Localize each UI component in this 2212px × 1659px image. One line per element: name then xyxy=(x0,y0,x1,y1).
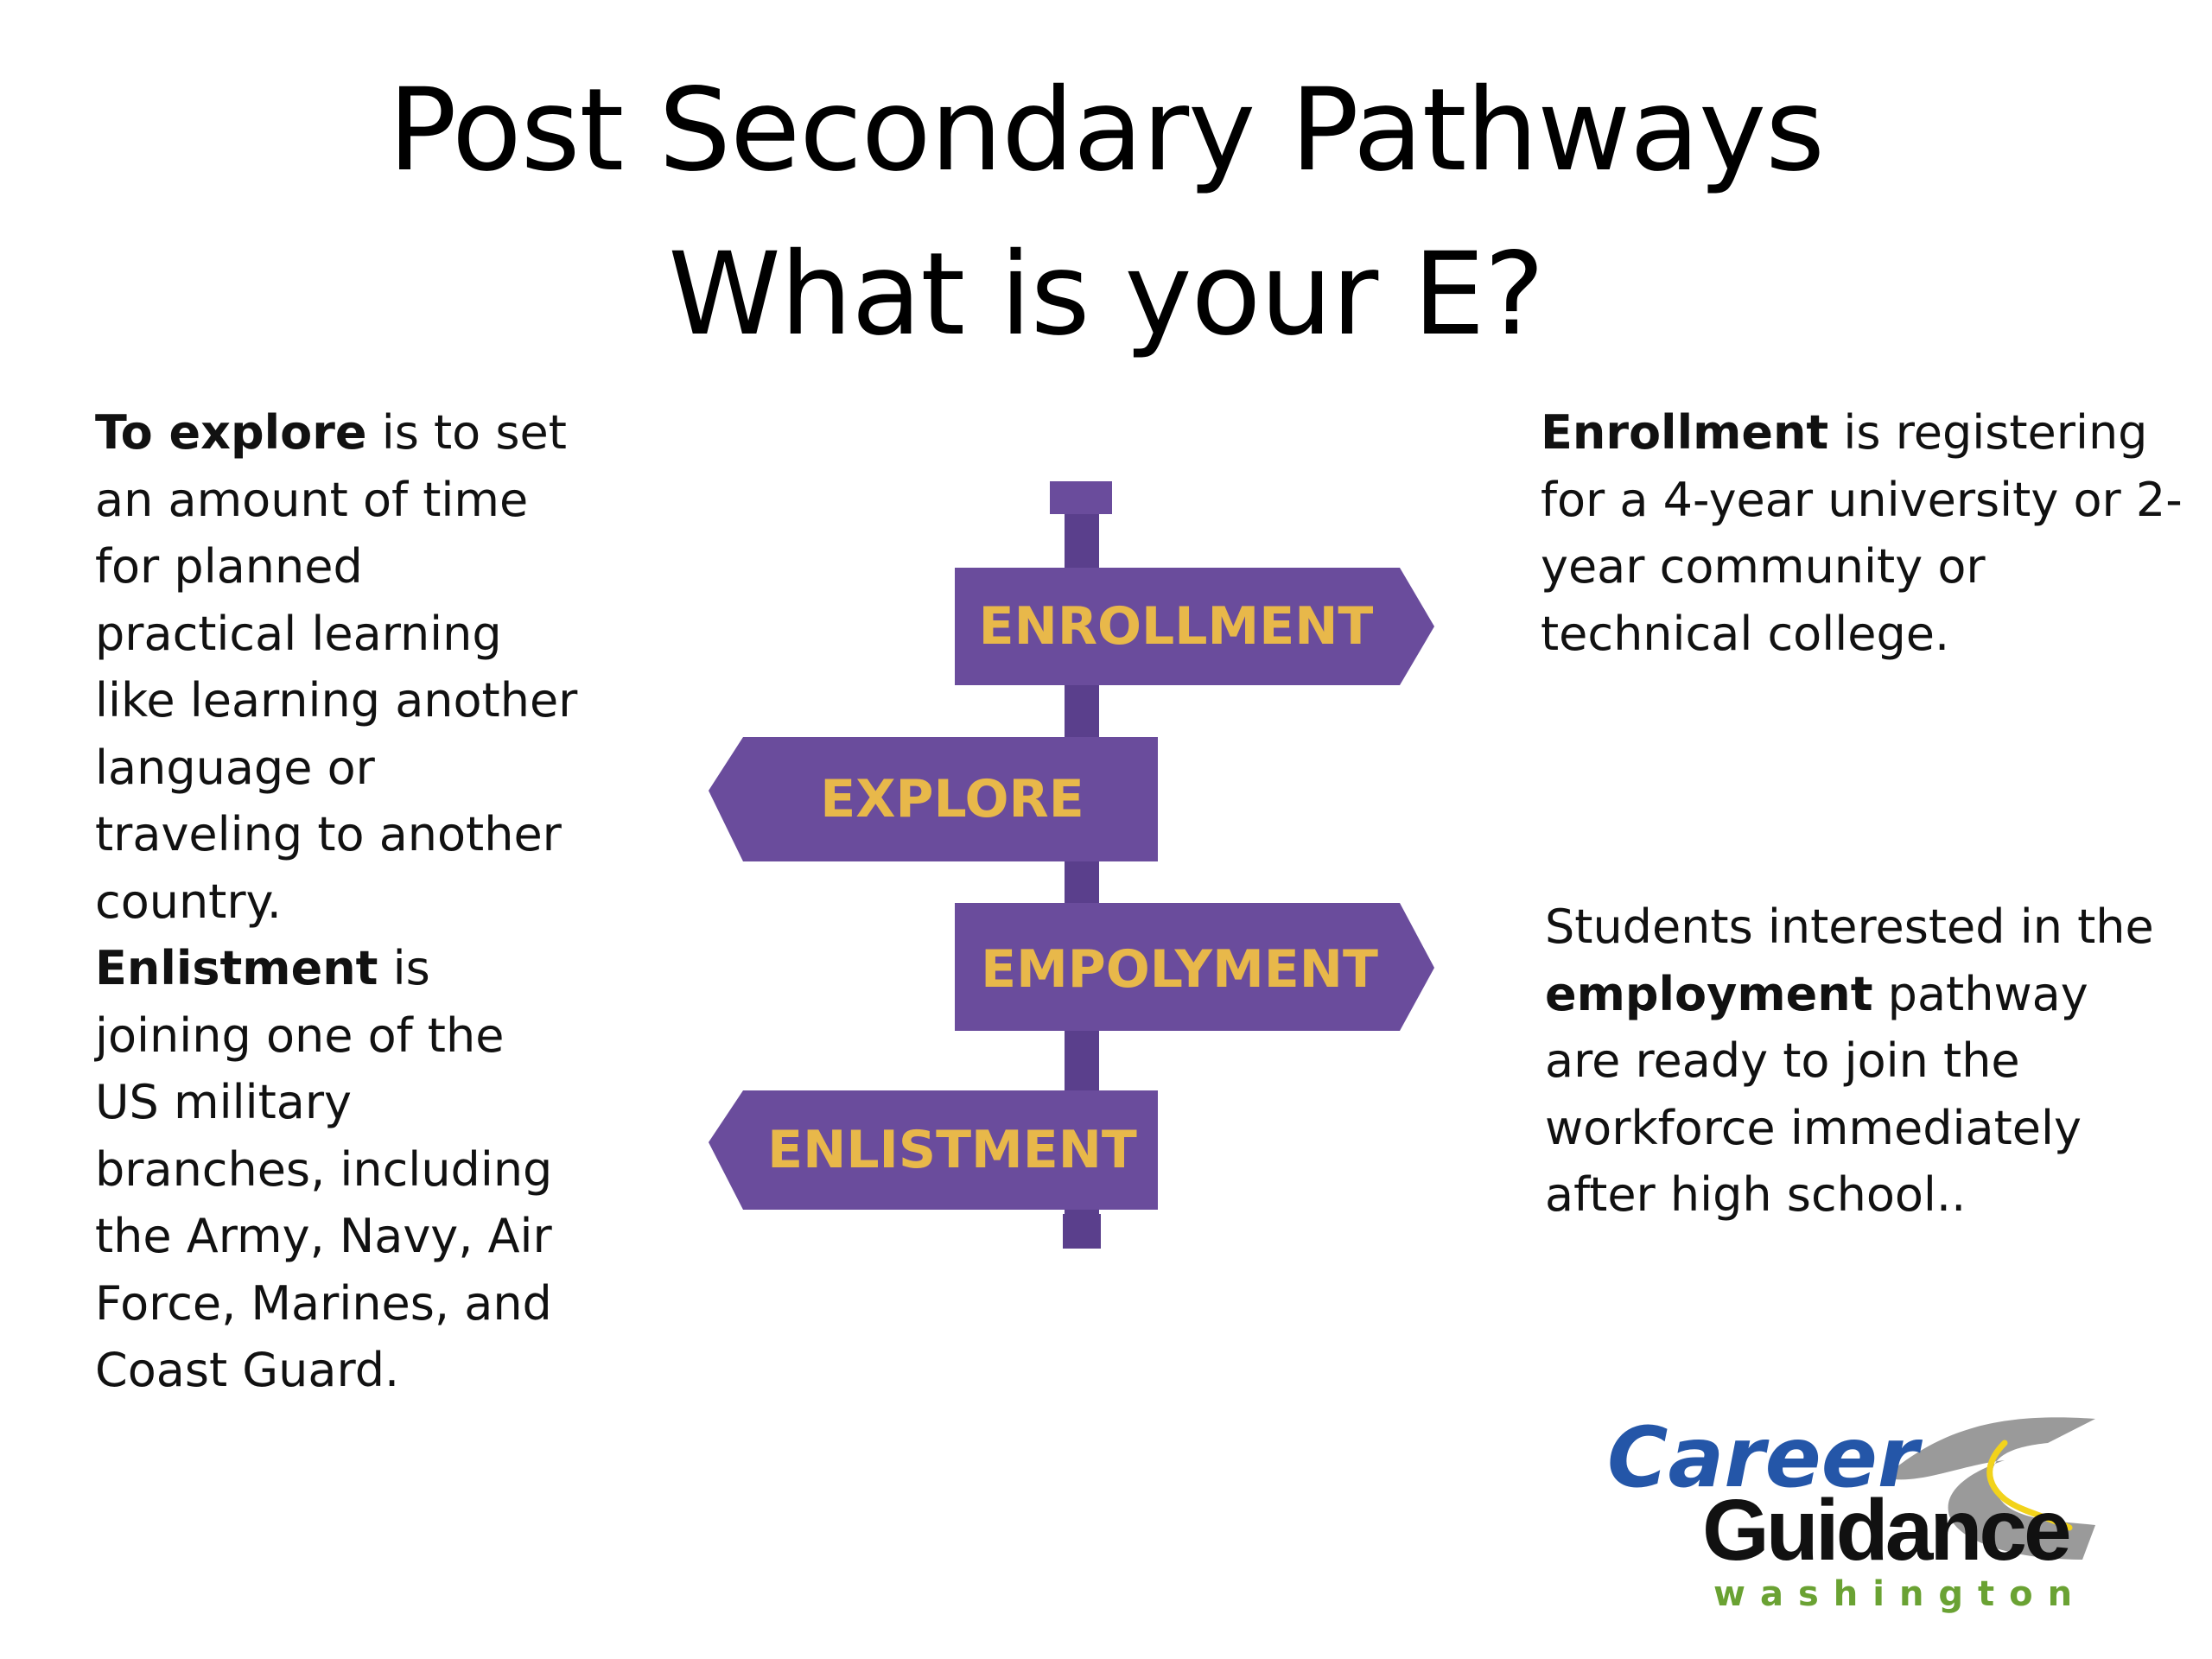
page-title: Post Secondary Pathways xyxy=(388,64,1824,197)
career-guidance-washington-logo xyxy=(1599,1408,2100,1624)
signpost-base xyxy=(1063,1214,1101,1249)
sign-explore-label: EXPLORE xyxy=(820,769,1084,830)
employment-text-after: pathway are ready to join the workforce immediately after high school.. xyxy=(1545,966,2088,1222)
enrollment-description xyxy=(1541,399,2197,667)
explore-term: To explore xyxy=(95,405,367,460)
logo-career-text: Career xyxy=(1607,1409,1919,1506)
enlistment-description xyxy=(95,935,579,1404)
logo-guidance-text: Guidance xyxy=(1702,1482,2069,1579)
signpost-cap xyxy=(1050,481,1112,514)
employment-text-before: Students interested in the xyxy=(1545,899,2154,954)
sign-enlistment-label: ENLISTMENT xyxy=(767,1120,1137,1180)
logo-washington-text: washington xyxy=(1713,1574,2088,1614)
enrollment-term: Enrollment xyxy=(1541,405,1829,460)
enlistment-text: is joining one of the US military branches, including the Army, Navy, Air Force, Marines, and Coast Guard. xyxy=(95,941,553,1397)
page-subtitle: What is your E? xyxy=(668,228,1544,361)
sign-explore xyxy=(709,737,1158,861)
explore-description xyxy=(95,399,579,935)
sign-enrollment xyxy=(955,568,1434,685)
explore-text: is to set an amount of time for planned practical learning like learning another language or traveling to another country. xyxy=(95,405,578,929)
employment-description xyxy=(1545,893,2167,1229)
signpost-illustration xyxy=(657,471,1452,1257)
sign-enrollment-label: ENROLLMENT xyxy=(978,596,1374,657)
enlistment-term: Enlistment xyxy=(95,941,378,995)
enrollment-text: is registering for a 4-year university or 2-year community or technical college. xyxy=(1541,405,2183,661)
sign-employment xyxy=(955,903,1434,1031)
employment-term: employment xyxy=(1545,966,1873,1021)
sign-employment-label: EMPOLYMENT xyxy=(981,939,1378,1000)
sign-enlistment xyxy=(709,1090,1158,1210)
